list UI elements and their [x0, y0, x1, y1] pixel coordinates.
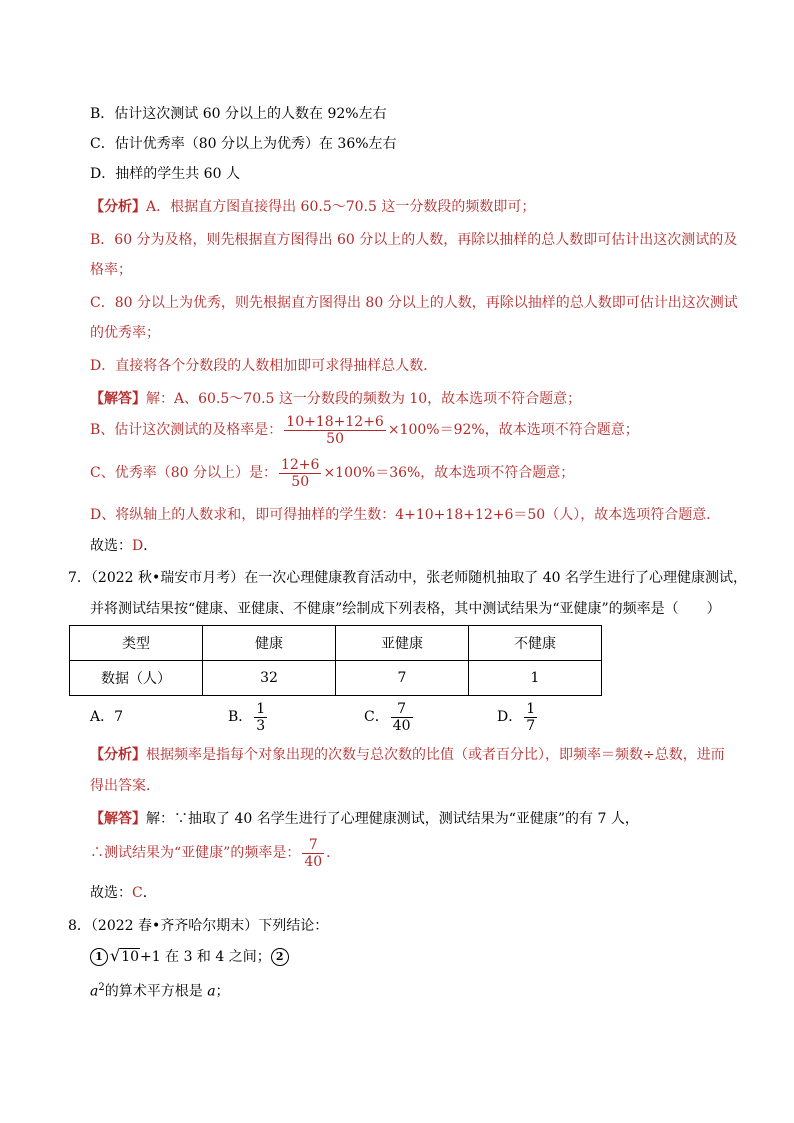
fraction [284, 414, 386, 447]
fraction-numerator: 10+18+12+6 [286, 413, 384, 430]
fraction-numerator: 7 [391, 701, 413, 718]
solution-b-prefix: B、估计这次测试的及格率是： [90, 422, 283, 438]
table-cell: 数据（人） [70, 661, 203, 696]
solution-b [90, 413, 639, 447]
fraction [254, 701, 267, 734]
q7-option-c [364, 700, 415, 734]
analysis-c-line2: 的优秀率； [90, 325, 160, 341]
q7-analysis-text: 根据频率是指每个对象出现的次数与总次数的比值（或者百分比），即频率＝频数÷总数，进而 [146, 747, 725, 763]
fraction-numerator: 1 [526, 700, 536, 717]
radicand: 10 [121, 949, 140, 965]
option-label: D． [497, 709, 523, 725]
option-b: B．估计这次测试 60 分以上的人数在 92%左右 [90, 106, 387, 122]
question-8-statement1 [90, 945, 291, 968]
statement2-end: ； [215, 983, 230, 1000]
answer-label: 故选： [90, 885, 132, 901]
option-label: C． [364, 709, 389, 725]
analysis-tag: 【分析】 [90, 747, 146, 763]
solution-c-prefix: C、优秀率（80 分以上）是： [90, 465, 277, 481]
fraction [279, 457, 321, 490]
analysis-tag: 【分析】 [90, 199, 146, 215]
question-8-line1: 8．（2022 春•齐齐哈尔期末）下列结论： [68, 918, 329, 934]
table-cell: 1 [469, 661, 602, 696]
table-header-row [70, 626, 602, 661]
answer-choice: D [132, 538, 144, 554]
fraction-denominator: 40 [304, 853, 323, 870]
q7-solution-text: 解：∵抽取了 40 名学生进行了心理健康测试，测试结果为“亚健康”的有 7 人， [146, 811, 639, 827]
answer-choice: C [132, 885, 143, 901]
fraction [391, 701, 413, 734]
solution-tag: 【解答】 [90, 811, 146, 827]
solution-a [90, 389, 581, 409]
solution-c [90, 456, 574, 490]
table-cell: 32 [203, 661, 336, 696]
option-label: B． [228, 709, 253, 725]
q7-option-a: A．7 [90, 709, 124, 725]
answer-end: ． [143, 538, 158, 554]
solution-b-suffix: ×100%＝92%，故本选项不符合题意； [387, 422, 639, 438]
variable: a [90, 983, 99, 1000]
solution-d: D、将纵轴上的人数求和，即可得抽样的学生数：4+10+18+12+6＝50（人），故本选项符合题意． [90, 507, 721, 523]
question-8-statement2 [90, 978, 230, 1002]
analysis-a [90, 197, 535, 217]
fraction [524, 701, 537, 734]
fraction-denominator: 40 [392, 717, 411, 734]
data-table [69, 625, 602, 696]
analysis-a-text: A．根据直方图直接得出 60.5～70.5 这一分数段的频数即可； [146, 199, 536, 215]
variable: a [207, 983, 216, 1000]
analysis-b-line2: 格率； [90, 262, 132, 278]
analysis-d: D．直接将各个分数段的人数相加即可求得抽样总人数． [90, 358, 438, 374]
fraction-numerator: 12+6 [280, 456, 320, 473]
q7-option-d [497, 700, 539, 734]
option-d: D．抽样的学生共 60 人 [90, 166, 240, 182]
q7-analysis-line1 [90, 745, 725, 765]
solution-tag: 【解答】 [90, 391, 146, 407]
fraction [302, 837, 324, 870]
solution-c-suffix: ×100%＝36%，故本选项不符合题意； [323, 465, 575, 481]
fraction-denominator: 50 [326, 430, 344, 447]
question-7-line2: 并将测试结果按“健康、亚健康、不健康”绘制成下列表格，其中测试结果为“亚健康”的频率是（ ） [90, 601, 721, 617]
answer-label: 故选： [90, 538, 132, 554]
q7-solution-prefix: ∴测试结果为“亚健康”的频率是： [90, 845, 301, 861]
circled-number-icon: 2 [271, 948, 289, 966]
answer-7 [90, 883, 157, 903]
table-cell: 不健康 [469, 626, 602, 661]
q7-solution-suffix: ． [326, 845, 341, 861]
radical-sign-icon: √ [110, 946, 121, 965]
question-7-line1: 7．（2022 秋•瑞安市月考）在一次心理健康教育活动中，张老师随机抽取了 40 名学生进行了心理健康测试， [68, 570, 747, 586]
square-root [110, 945, 140, 968]
analysis-b-line1: B．60 分为及格，则先根据直方图得出 60 分以上的人数，再除以抽样的总人数即可估计出这次测试的及 [90, 232, 738, 248]
option-c: C．估计优秀率（80 分以上为优秀）在 36%左右 [90, 136, 397, 152]
circled-number-icon: 1 [90, 948, 108, 966]
statement2-text: 的算术平方根是 [104, 983, 208, 1000]
fraction-denominator: 50 [291, 473, 310, 490]
table-row [70, 661, 602, 696]
table-cell: 7 [336, 661, 469, 696]
q7-solution-line2 [90, 836, 340, 870]
exponent: 2 [98, 982, 105, 993]
table-cell: 健康 [203, 626, 336, 661]
fraction-denominator: 3 [256, 717, 266, 734]
statement1-text: +1 在 3 和 4 之间； [140, 949, 271, 965]
answer-6 [90, 536, 157, 556]
fraction-numerator: 1 [256, 700, 266, 717]
q7-solution-line1 [90, 809, 639, 829]
solution-a-text: 解：A、60.5～70.5 这一分数段的频数为 10，故本选项不符合题意； [146, 391, 582, 407]
analysis-c-line1: C．80 分以上为优秀，则先根据直方图得出 80 分以上的人数，再除以抽样的总人数即可估计出这次测试 [90, 295, 738, 311]
table-cell: 类型 [70, 626, 203, 661]
fraction-numerator: 7 [302, 837, 324, 854]
answer-end: ． [142, 885, 157, 901]
fraction-denominator: 7 [526, 717, 536, 734]
q7-analysis-line2: 得出答案． [90, 778, 160, 794]
q7-option-b [228, 700, 269, 734]
table-cell: 亚健康 [336, 626, 469, 661]
